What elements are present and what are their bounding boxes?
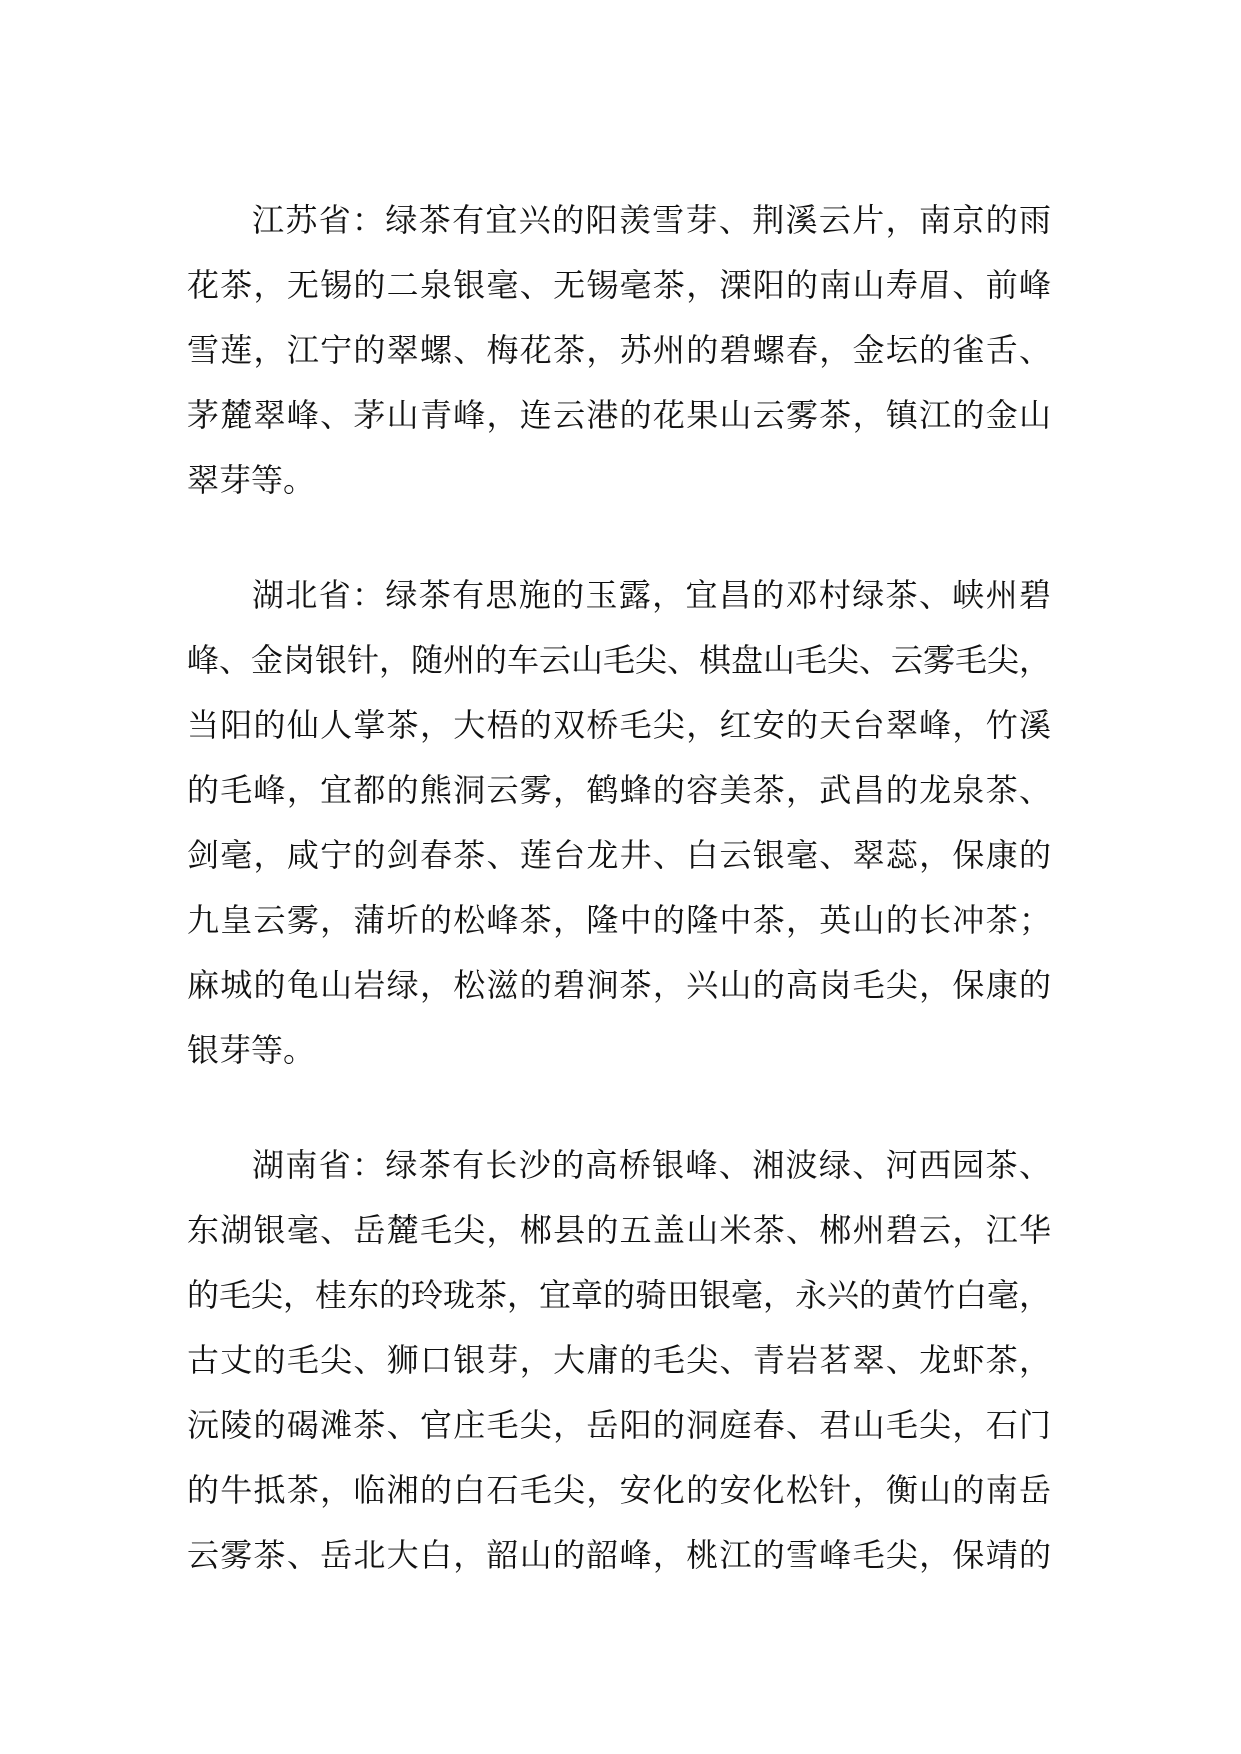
text-line: 九皇云雾，蒲圻的松峰茶，隆中的隆中茶，英山的长冲茶； bbox=[187, 901, 1051, 939]
paragraph-jiangsu bbox=[187, 188, 1051, 513]
text-line: 麻城的龟山岩绿，松滋的碧涧茶，兴山的高岗毛尖，保康的 bbox=[187, 966, 1051, 1004]
text-line: 雪莲，江宁的翠螺、梅花茶，苏州的碧螺春，金坛的雀舌、 bbox=[187, 331, 1051, 369]
document-page bbox=[187, 188, 1051, 1588]
text-line: 云雾茶、岳北大白，韶山的韶峰，桃江的雪峰毛尖，保靖的 bbox=[187, 1536, 1051, 1574]
text-line: 花茶，无锡的二泉银毫、无锡毫茶，溧阳的南山寿眉、前峰 bbox=[187, 266, 1051, 304]
paragraph-hubei bbox=[187, 563, 1051, 1083]
paragraph-hunan bbox=[187, 1133, 1051, 1588]
text-line: 东湖银毫、岳麓毛尖，郴县的五盖山米茶、郴州碧云，江华 bbox=[187, 1211, 1051, 1249]
text-line: 剑毫，咸宁的剑春茶、莲台龙井、白云银毫、翠蕊，保康的 bbox=[187, 836, 1051, 874]
paragraph-gap bbox=[187, 1083, 1051, 1133]
text-line: 茅麓翠峰、茅山青峰，连云港的花果山云雾茶，镇江的金山 bbox=[187, 396, 1051, 434]
text-line: 湖南省：绿茶有长沙的高桥银峰、湘波绿、河西园茶、 bbox=[252, 1146, 1051, 1184]
text-line: 的毛峰，宜都的熊洞云雾，鹤蜂的容美茶，武昌的龙泉茶、 bbox=[187, 771, 1051, 809]
text-line: 古丈的毛尖、狮口银芽，大庸的毛尖、青岩茗翠、龙虾茶， bbox=[187, 1341, 1051, 1379]
text-line: 沅陵的碣滩茶、官庄毛尖，岳阳的洞庭春、君山毛尖，石门 bbox=[187, 1406, 1051, 1444]
text-line: 湖北省：绿茶有思施的玉露，宜昌的邓村绿茶、峡州碧 bbox=[252, 576, 1051, 614]
text-line: 银芽等。 bbox=[187, 1031, 316, 1069]
paragraph-gap bbox=[187, 513, 1051, 563]
text-line: 江苏省：绿茶有宜兴的阳羡雪芽、荆溪云片，南京的雨 bbox=[252, 201, 1051, 239]
text-line: 的毛尖，桂东的玲珑茶，宜章的骑田银毫，永兴的黄竹白毫， bbox=[187, 1276, 1052, 1314]
text-line: 的牛抵茶，临湘的白石毛尖，安化的安化松针，衡山的南岳 bbox=[187, 1471, 1051, 1509]
text-line: 峰、金岗银针，随州的车云山毛尖、棋盘山毛尖、云雾毛尖， bbox=[187, 641, 1052, 679]
text-line: 翠芽等。 bbox=[187, 461, 316, 499]
text-line: 当阳的仙人掌茶，大梧的双桥毛尖，红安的天台翠峰，竹溪 bbox=[187, 706, 1051, 744]
